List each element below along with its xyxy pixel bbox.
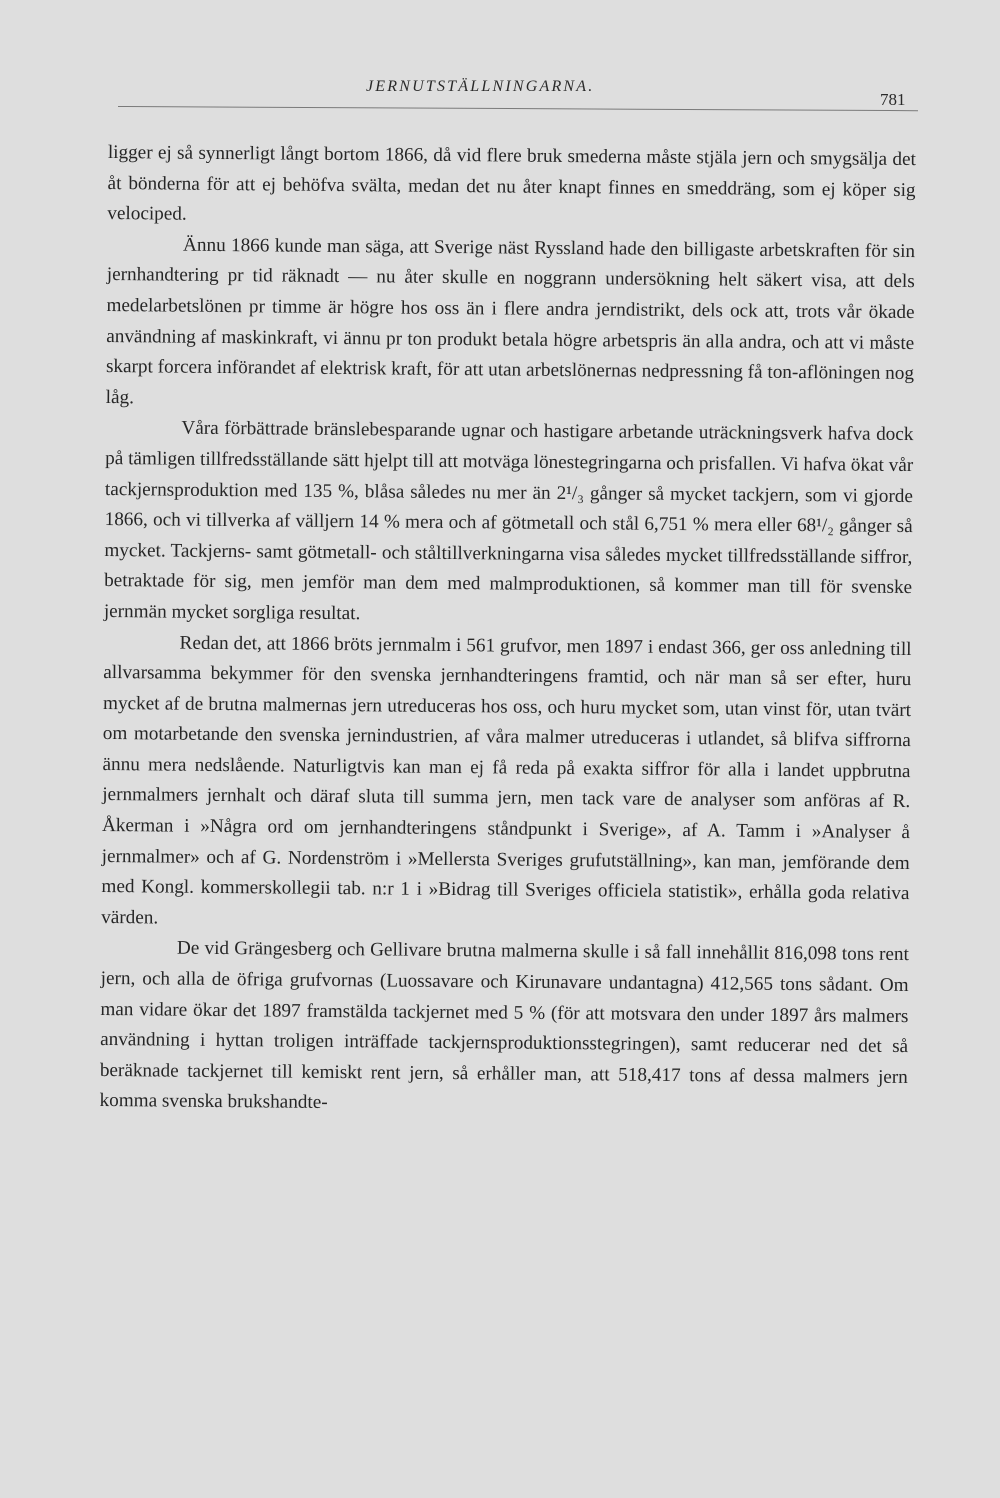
paragraph: Redan det, att 1866 bröts jernmalm i 561 grufvor, men 1897 i endast 366, ger oss anledning till allvarsamma bekymmer för den svenska jernhandteringens framtid, och när man så ser efter, huru mycket af de brutna malmernas jern utreduceras hos oss, och huru mycket som, utan vinst för, utan tvärt om motarbetande den svenska jernindustrien, af våra malmer utreduceras i utlandet, så blifva siffrorna ännu mera nedslående. Naturligtvis kan man ej få reda på exakta siffror för alla i landet uppbrutna jernmalmers jernhalt och däraf sluta till summa jern, men tack vare de analyser som anföras af R. Åkerman i »Några ord om jernhandteringens ståndpunkt i Sverige», af A. Tamm i »Analyser å jernmalmer» och af G. Nordenström i »Mellersta Sveriges grufutställning», kan man, jemförande dem med Kongl. kommerskollegii tab. n:r 1 i »Bidrag till Sveriges officiela statistik», erhålla goda relativa värden. bbox=[101, 632, 912, 929]
header-rule bbox=[118, 106, 918, 111]
running-title: JERNUTSTÄLLNINGARNA. bbox=[366, 78, 595, 95]
paragraph: Ännu 1866 kunde man säga, att Sverige näst Ryssland hade den billigaste arbetskraften för sin jernhandtering pr tid räknadt — nu åter skulle en noggrann undersökning helt säkert visa, att dels medelarbetslönen pr timme är högre hos oss än i flere andra jerndistrikt, dels ock att, trots vår ökade användning af maskinkraft, vi ännu pr ton produkt betala högre arbetspris än alla andra, och att vi måste skarpt forcera införandet af elektrisk kraft, för att utan arbetslönernas nedpressning få ton-aflöningen nog låg. bbox=[105, 234, 916, 408]
paragraph: De vid Grängesberg och Gellivare brutna malmerna skulle i så fall innehållit 816,098 tons rent jern, och alla de öfriga grufvornas (Luossavare och Kirunavare undantagna) 412,565 tons sådant. Om man vidare ökar det 1897 framstälda tackjernet med 5 % (för att motsvara den under 1897 års malmers användning i hyttan troligen inträffade tackjernsproduktionsstegringen), samt reducerar ned det så beräknade tackjernet till kemiskt rent jern, så erhåller man, att 518,417 tons af dessa malmers jern komma svenska brukshandte- bbox=[99, 938, 909, 1114]
paragraph: Våra förbättrade bränslebesparande ugnar och hastigare arbetande uträckningsverk hafva dock på tämligen tillfredsställande sätt hjelpt till att motväga lönestegringarna och prisfallen. Vi hafva ökat vår tackjernsproduktion med 135 %, blåsa således nu mer än 2¹/₃ gånger så mycket tackjern, som vi gjorde 1866, och vi tillverka af välljern 14 % mera och af götmetall och stål 6,751 % mera eller 68¹/₂ gånger så mycket. Tackjerns- samt götmetall- och ståltillverkningarna visa således mycket tillfredsställande siffror, betraktade för sig, men jemför man dem med malmproduktionen, så kommer man till för svenske jernmän mycket sorgliga resultat. bbox=[103, 417, 914, 625]
page-number: 781 bbox=[880, 90, 906, 109]
paragraph: ligger ej så synnerligt långt bortom 1866, då vid flere bruk smederna måste stjäla jern och smygsälja det åt bönderna för att ej behöfva svälta, medan det nu åter knapt finnes en smeddräng, som ej köper sig velociped. bbox=[107, 141, 916, 225]
body-text bbox=[99, 138, 916, 1124]
